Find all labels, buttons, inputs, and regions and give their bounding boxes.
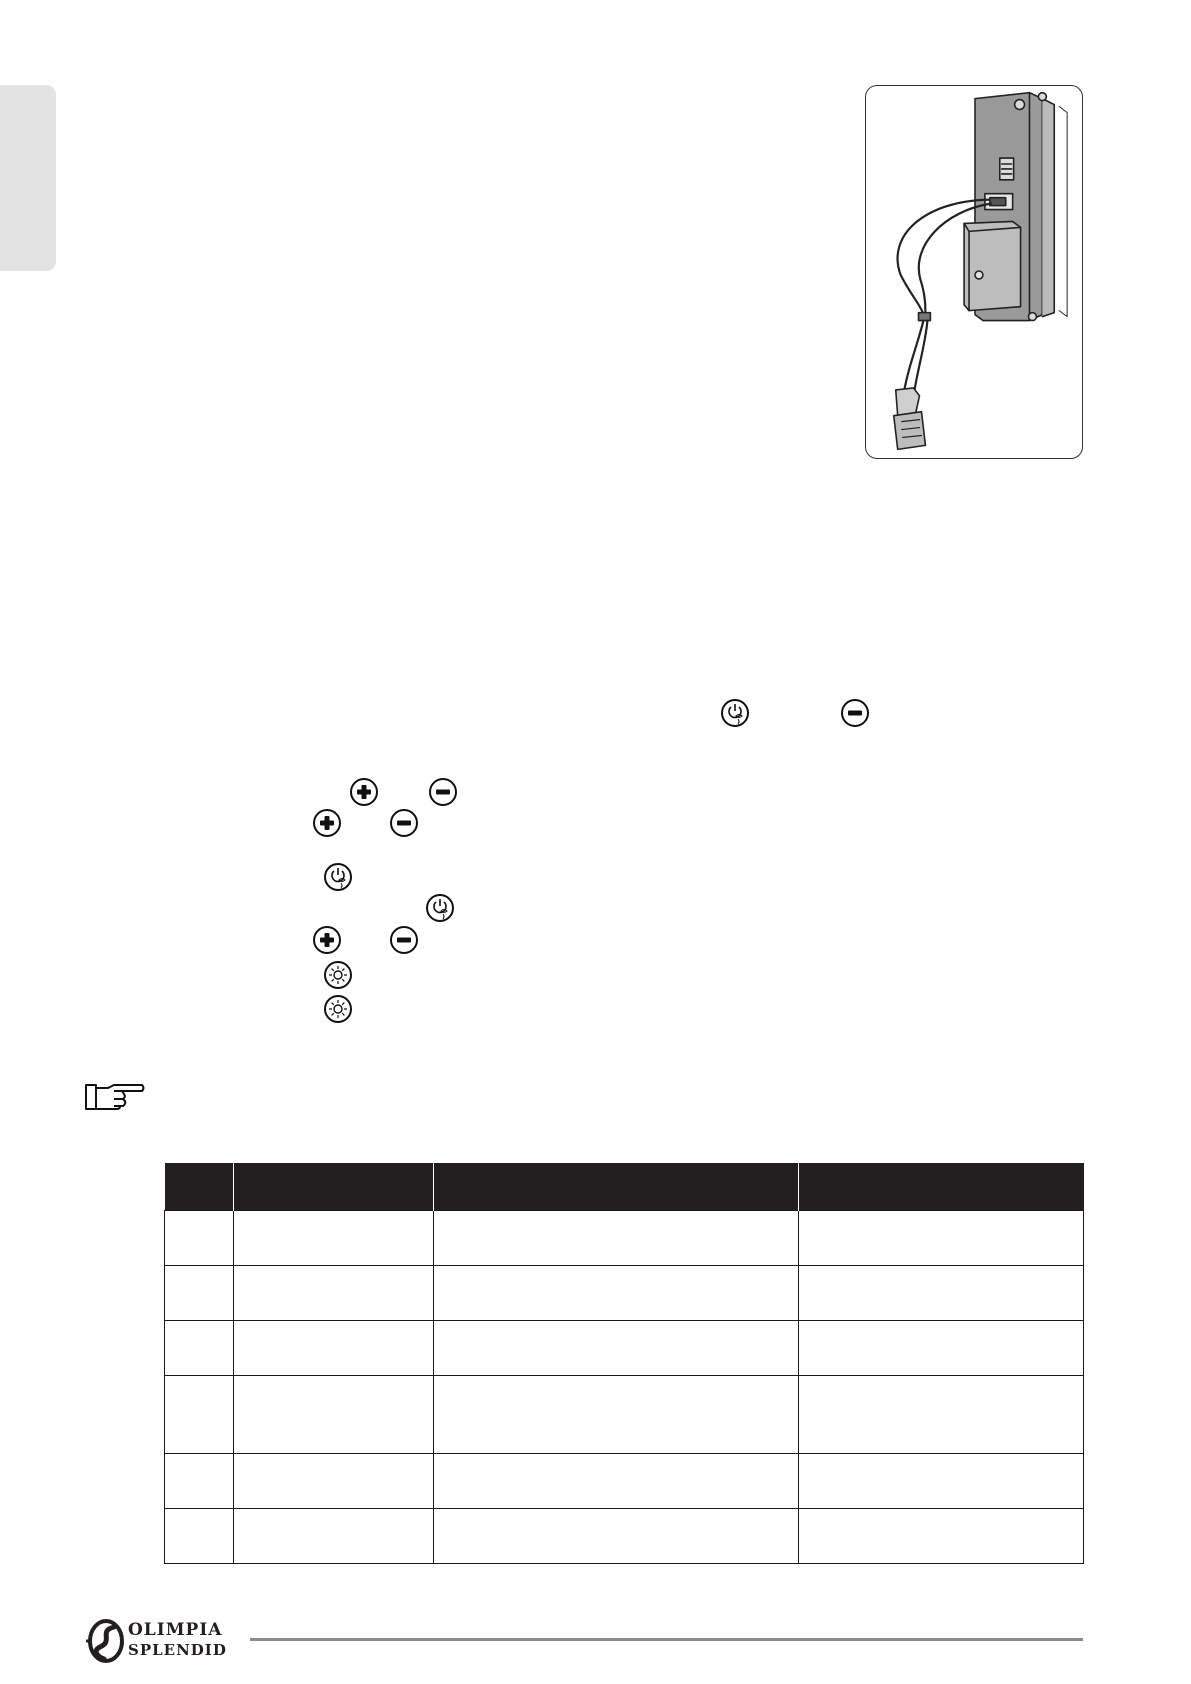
table-cell xyxy=(234,1509,434,1564)
table-cell xyxy=(799,1509,1084,1564)
sun-icon xyxy=(323,960,353,990)
table-row xyxy=(165,1454,1084,1509)
table-cell xyxy=(434,1454,799,1509)
table-cell xyxy=(234,1266,434,1321)
footer-divider xyxy=(250,1638,1083,1641)
table-cell xyxy=(434,1211,799,1266)
table-header-cell xyxy=(165,1163,234,1211)
power-fan-icon xyxy=(425,893,455,923)
table-cell xyxy=(165,1321,234,1376)
table-cell xyxy=(234,1321,434,1376)
spec-table xyxy=(164,1163,1084,1564)
brand-name-line1: OLIMPIA xyxy=(128,1620,223,1640)
power-fan-icon xyxy=(720,698,750,728)
side-language-tab xyxy=(0,85,56,271)
table-row xyxy=(165,1211,1084,1266)
table-row xyxy=(165,1376,1084,1454)
table-cell xyxy=(165,1376,234,1454)
table-cell xyxy=(799,1211,1084,1266)
minus-icon xyxy=(389,925,419,955)
plus-icon xyxy=(312,808,342,838)
table-header-row xyxy=(165,1163,1084,1211)
table-cell xyxy=(799,1321,1084,1376)
table-header-cell xyxy=(799,1163,1084,1211)
table-cell xyxy=(165,1211,234,1266)
table-cell xyxy=(165,1266,234,1321)
table-cell xyxy=(434,1321,799,1376)
plus-icon xyxy=(312,925,342,955)
table-cell xyxy=(165,1454,234,1509)
plus-icon xyxy=(349,777,379,807)
table-cell xyxy=(234,1376,434,1454)
minus-icon xyxy=(389,808,419,838)
minus-icon xyxy=(428,777,458,807)
table-row xyxy=(165,1321,1084,1376)
table-cell xyxy=(434,1376,799,1454)
table-cell xyxy=(434,1509,799,1564)
table-header-cell xyxy=(434,1163,799,1211)
unit-connector-drawing xyxy=(866,86,1082,458)
table-cell xyxy=(165,1509,234,1564)
table-cell xyxy=(799,1266,1084,1321)
table-header-cell xyxy=(234,1163,434,1211)
olimpia-splendid-logo xyxy=(84,1617,254,1665)
connector-illustration xyxy=(865,85,1083,459)
sun-icon xyxy=(323,994,353,1024)
power-fan-icon xyxy=(323,862,353,892)
table-cell xyxy=(234,1454,434,1509)
table-cell xyxy=(799,1454,1084,1509)
table-cell xyxy=(234,1211,434,1266)
table-cell xyxy=(799,1376,1084,1454)
table-row xyxy=(165,1266,1084,1321)
logo-emblem-icon xyxy=(84,1617,128,1665)
brand-name-line2: SPLENDID xyxy=(128,1641,227,1659)
table-cell xyxy=(434,1266,799,1321)
table-row xyxy=(165,1509,1084,1564)
minus-icon xyxy=(840,698,870,728)
pointing-hand-icon xyxy=(84,1082,146,1112)
